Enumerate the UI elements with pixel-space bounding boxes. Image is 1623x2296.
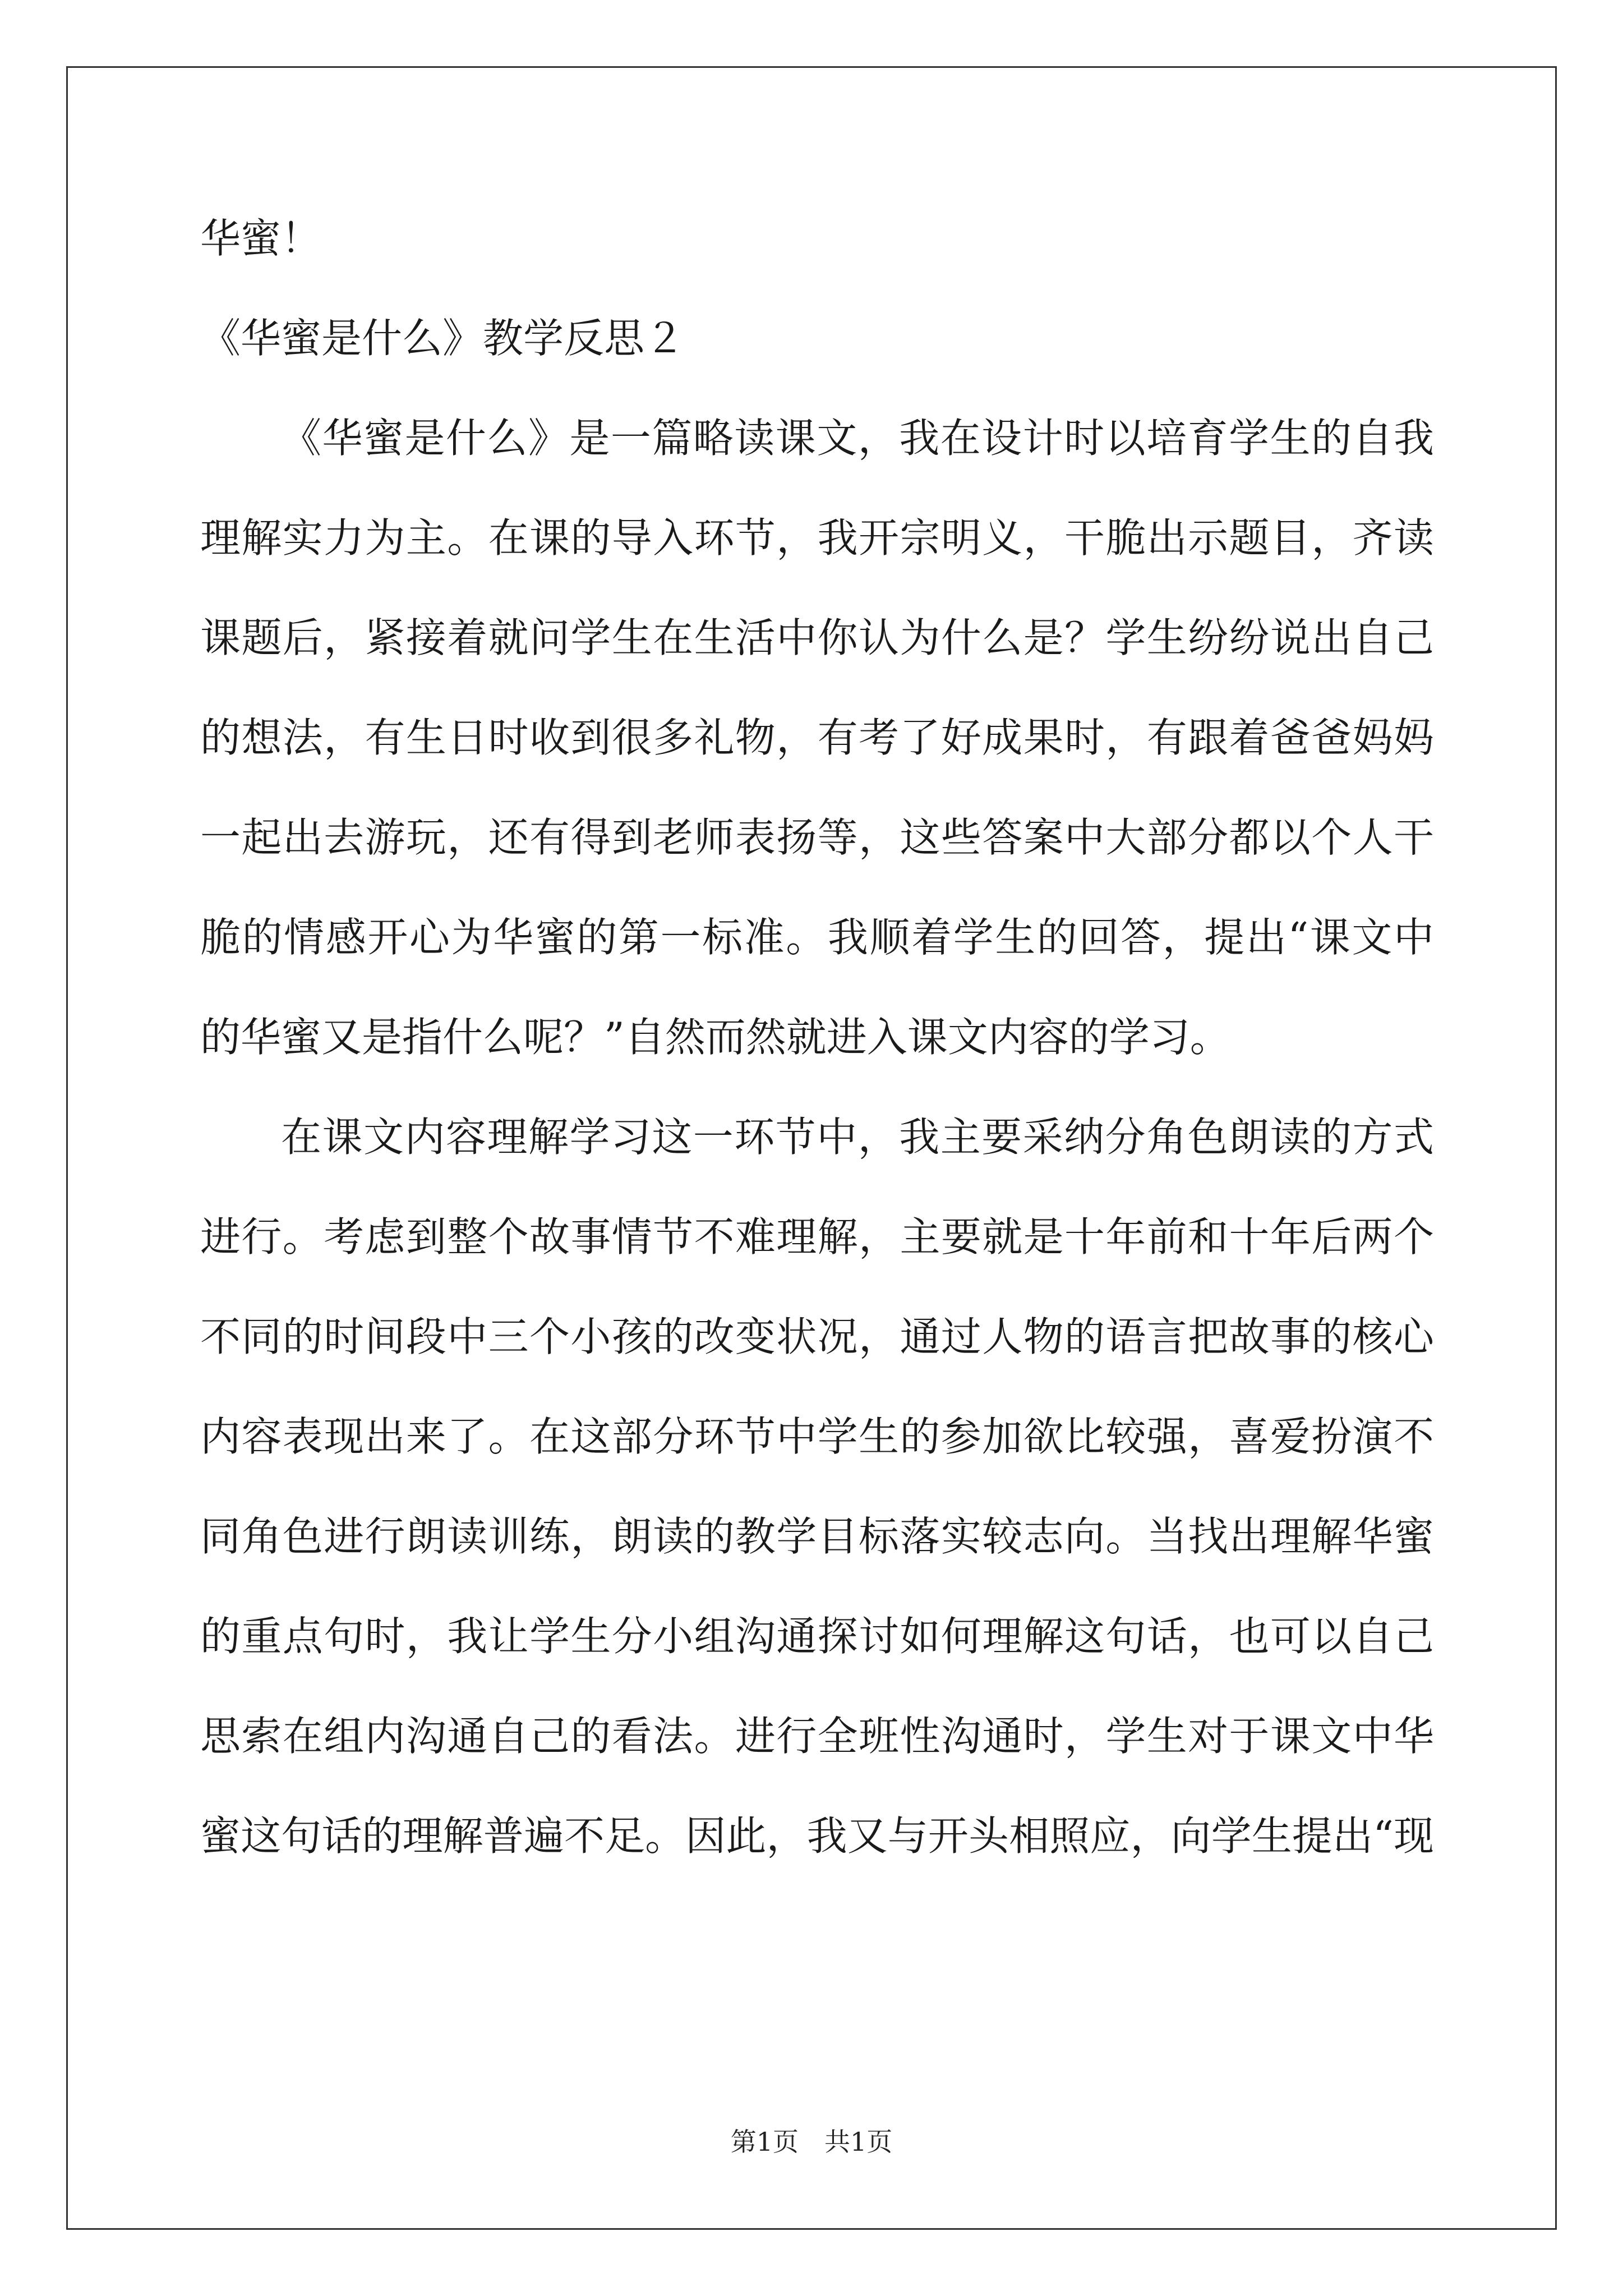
paragraph-last-line: 的华蜜又是指什么呢？”自然而然就进入课文内容的学习。: [200, 1014, 1230, 1061]
text-line: 同角色进行朗读训练，朗读的教学目标落实较志向。当找出理解华蜜: [200, 1513, 1434, 1560]
text-line: 理解实力为主。在课的导入环节，我开宗明义，干脆出示题目，齐读: [200, 514, 1434, 562]
text-line: 课题后，紧接着就问学生在生活中你认为什么是？学生纷纷说出自己: [200, 614, 1434, 661]
paragraph-first-line: 在课文内容理解学习这一环节中，我主要采纳分角色朗读的方式: [281, 1114, 1434, 1161]
text-line: 进行。考虑到整个故事情节不难理解，主要就是十年前和十年后两个: [200, 1213, 1434, 1260]
document-body: [200, 213, 1434, 1911]
text-line: 的想法，有生日时收到很多礼物，有考了好成果时，有跟着爸爸妈妈: [200, 714, 1434, 761]
text-line: 思索在组内沟通自己的看法。进行全班性沟通时，学生对于课文中华: [200, 1713, 1434, 1760]
text-line: 一起出去游玩，还有得到老师表扬等，这些答案中大部分都以个人干: [200, 814, 1434, 861]
text-line: 内容表现出来了。在这部分环节中学生的参加欲比较强，喜爱扮演不: [200, 1413, 1434, 1460]
text-line: 不同的时间段中三个小孩的改变状况，通过人物的语言把故事的核心: [200, 1313, 1434, 1360]
text-line: 脆的情感开心为华蜜的第一标准。我顺着学生的回答，提出“课文中: [200, 914, 1434, 961]
paragraph-first-line: 《华蜜是什么》是一篇略读课文，我在设计时以培育学生的自我: [281, 415, 1434, 462]
text-line: 蜜这句话的理解普遍不足。因此，我又与开头相照应，向学生提出“现: [200, 1812, 1434, 1860]
section-heading: 《华蜜是什么》教学反思２: [200, 315, 685, 362]
text-line: 的重点句时，我让学生分小组沟通探讨如何理解这句话，也可以自己: [200, 1613, 1434, 1660]
text-line: 华蜜！: [200, 215, 322, 262]
page-number-footer: 第1页 共1页: [730, 2127, 893, 2157]
